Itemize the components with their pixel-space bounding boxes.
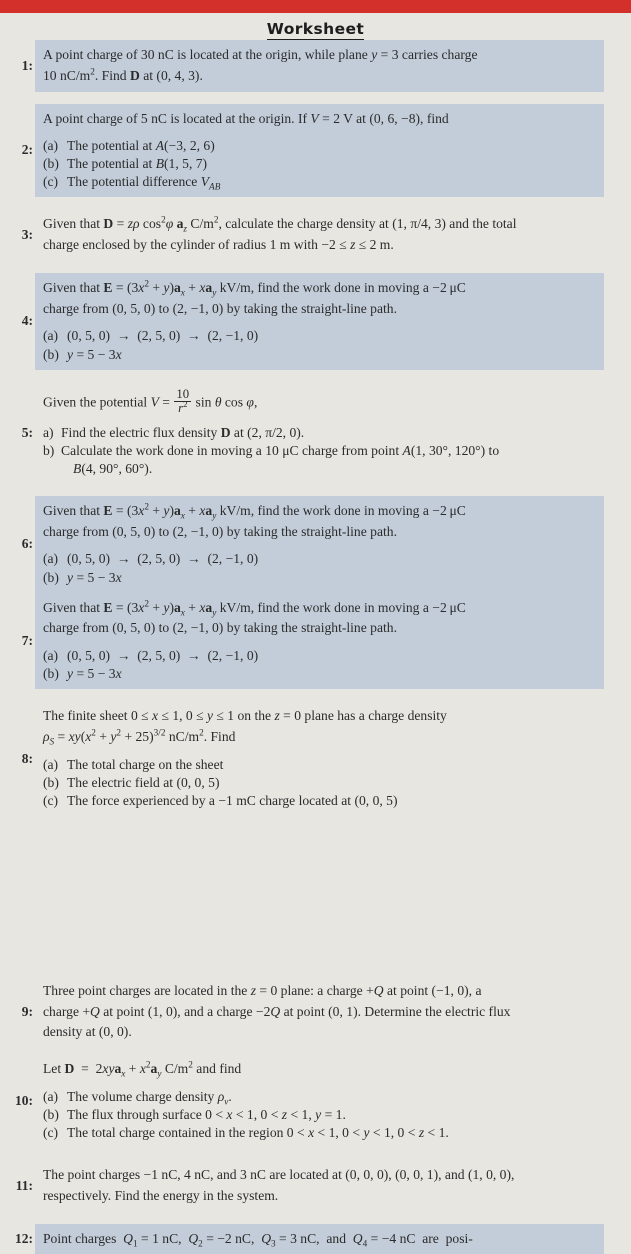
part-text: Calculate the work done in moving a 10 μC charge from point A(1, 30°, 120°) to B(4, 90°, 60°). (61, 442, 500, 476)
question-stem-line: Point charges $Q_1 = 1$ nC, $Q_2 = -2$ nC, $Q_3 = 3$ nC, and $Q_4 = -4$ nC are posi- (43, 1230, 473, 1249)
question-number-3: 3: (21, 227, 33, 243)
part-label: (a) (43, 756, 59, 772)
question-part (43, 137, 596, 155)
question-stem-line: charge from (0, 5, 0) to (2, −1, 0) by taking the straight-line path. (43, 523, 397, 539)
part-label: (b) (43, 774, 59, 790)
fraction (174, 388, 191, 415)
part-label: (b) (43, 346, 59, 362)
part-label: (c) (43, 792, 59, 808)
part-text: The potential at B(1, 5, 7) (67, 156, 208, 172)
question-part (43, 1124, 596, 1142)
question-row-12 (0, 1224, 631, 1254)
part-text: The potential at A(−3, 2, 6) (67, 138, 215, 154)
question-body-9 (35, 976, 604, 1048)
question-number-7: 7: (21, 632, 33, 648)
question-part (43, 665, 596, 683)
question-number-1: 1: (21, 57, 33, 73)
question-stem-line: charge +Q at point (1, 0), and a charge −2Q at point (0, 1). Determine the electric flux (43, 1003, 511, 1019)
part-text: The force experienced by a −1 mC charge located at (0, 0, 5) (67, 792, 398, 808)
part-text: y = 5 − 3x (67, 569, 122, 585)
question-body-6 (35, 496, 604, 593)
question-row-3 (0, 209, 631, 261)
part-label: (c) (43, 1125, 59, 1141)
question-part (43, 424, 596, 442)
question-part (43, 756, 596, 774)
question-row-11 (0, 1160, 631, 1212)
question-part (43, 346, 596, 364)
part-label: (b) (43, 1107, 59, 1123)
question-stem-line: The point charges −1 nC, 4 nC, and 3 nC are located at (0, 0, 0), (0, 0, 1), and (1, 0, 0), (43, 1167, 515, 1183)
question-number-12: 12: (15, 1231, 33, 1247)
part-label: (b) (43, 156, 59, 172)
part-text: (0, 5, 0) → (2, 5, 0) → (2, −1, 0) (67, 328, 259, 344)
question-part (43, 550, 596, 568)
question-stem-line: Given the potential V = $\frac{10}{r^2}$ sin θ cos φ, (43, 386, 258, 415)
question-part (43, 774, 596, 792)
question-body-7 (35, 593, 604, 690)
question-body-4 (35, 273, 604, 370)
question-row-9 (0, 976, 631, 1048)
top-accent-bar (0, 0, 631, 13)
part-label: (a) (43, 138, 59, 154)
question-stem-line: charge from (0, 5, 0) to (2, −1, 0) by taking the straight-line path. (43, 300, 397, 316)
question-body-5 (35, 382, 604, 484)
question-stem-line: Given that $E = (3x^2 + y)a_x + xa_y$ kV/m, find the work done in moving a −2 μC (43, 598, 466, 618)
question-part (43, 1106, 596, 1124)
question-number-11: 11: (15, 1177, 33, 1193)
question-body-2 (35, 104, 604, 198)
question-stem-line: The finite sheet 0 ≤ x ≤ 1, 0 ≤ y ≤ 1 on the z = 0 plane has a charge density (43, 708, 447, 724)
part-text: The potential difference $V_{AB}$ (67, 174, 221, 193)
blank-area (0, 816, 631, 976)
question-stem-line: density at (0, 0). (43, 1024, 132, 1040)
part-text: y = 5 − 3x (67, 346, 122, 362)
part-label: (a) (43, 551, 59, 567)
question-stem-line: 10 $nC/m^2$. Find D at (0, 4, 3). (43, 66, 203, 83)
part-text: The volume charge density $\rho_v$. (67, 1088, 232, 1107)
question-number-2: 2: (21, 142, 33, 158)
question-row-6 (0, 496, 631, 593)
question-row-10 (0, 1054, 631, 1148)
page-title (0, 13, 631, 40)
question-number-9: 9: (21, 1004, 33, 1020)
question-stem-line: Given that $E = (3x^2 + y)a_x + xa_y$ kV/m, find the work done in moving a −2 μC (43, 278, 466, 298)
part-label: (b) (43, 569, 59, 585)
question-part (43, 173, 596, 191)
question-stem-line: $\rho_S = xy(x^2 + y^2 + 25)^{3/2}$ $nC/m^2$. Find (43, 727, 236, 747)
part-label: (b) (43, 666, 59, 682)
part-text: The total charge on the sheet (67, 756, 224, 772)
question-stem-line: Given that $E = (3x^2 + y)a_x + xa_y$ kV/m, find the work done in moving a −2 μC (43, 501, 466, 521)
part-text: y = 5 − 3x (67, 666, 122, 682)
question-number-10: 10: (15, 1093, 33, 1109)
question-body-11 (35, 1160, 604, 1212)
part-label: a) (43, 424, 54, 440)
question-number-4: 4: (21, 313, 33, 329)
question-number-5: 5: (21, 424, 33, 440)
part-text: (0, 5, 0) → (2, 5, 0) → (2, −1, 0) (67, 551, 259, 567)
question-stem-line: respectively. Find the energy in the system. (43, 1187, 279, 1203)
question-stem-line: A point charge of 5 nC is located at the origin. If V = 2 V at (0, 6, −8), find (43, 110, 449, 126)
question-body-12 (35, 1224, 604, 1254)
part-text: The flux through surface 0 < x < 1, 0 < z < 1, y = 1. (67, 1107, 346, 1123)
question-body-8 (35, 701, 604, 816)
question-row-2 (0, 104, 631, 198)
part-text: The electric field at (0, 0, 5) (67, 774, 220, 790)
question-body-10 (35, 1054, 604, 1148)
question-body-1 (35, 40, 604, 92)
question-row-8 (0, 701, 631, 816)
part-text: (0, 5, 0) → (2, 5, 0) → (2, −1, 0) (67, 648, 259, 664)
question-row-7 (0, 593, 631, 690)
page-title-text: Worksheet (266, 20, 365, 38)
question-stem-line: Let $D = 2xya_x + x^2a_y$ $C/m^2$ and find (43, 1059, 242, 1079)
fraction-denominator: $r^2$ (178, 398, 188, 415)
worksheet-page (0, 13, 631, 1249)
question-row-4 (0, 273, 631, 370)
part-label: (a) (43, 648, 59, 664)
part-label: (c) (43, 174, 59, 190)
question-part (43, 647, 596, 665)
question-part (43, 1088, 596, 1106)
part-label: (a) (43, 1088, 59, 1104)
fraction-numerator: 10 (176, 386, 190, 401)
part-text: Find the electric flux density D at (2, π/2, 0). (61, 424, 305, 440)
question-part (43, 792, 596, 810)
part-text: The total charge contained in the region 0 < x < 1, 0 < y < 1, 0 < z < 1. (67, 1125, 449, 1141)
question-part (43, 155, 596, 173)
question-part (43, 327, 596, 345)
question-stem-line: Three point charges are located in the z = 0 plane: a charge +Q at point (−1, 0), a (43, 982, 482, 998)
part-label: b) (43, 442, 55, 458)
question-stem-line: A point charge of 30 nC is located at the origin, while plane y = 3 carries charge (43, 47, 478, 62)
question-number-8: 8: (21, 750, 33, 766)
question-row-1 (0, 40, 631, 92)
question-part (43, 442, 596, 478)
question-number-6: 6: (21, 536, 33, 552)
question-stem-line: charge from (0, 5, 0) to (2, −1, 0) by taking the straight-line path. (43, 620, 397, 636)
part-label: (a) (43, 328, 59, 344)
question-stem-line: charge enclosed by the cylinder of radius 1 m with −2 ≤ z ≤ 2 m. (43, 237, 394, 253)
question-body-3 (35, 209, 604, 261)
question-stem-line: Given that D = zρ $\cos^2\varphi$ $a_z$ $C/m^2$, calculate the charge density at (1, π/4, 3) and the total (43, 214, 517, 235)
question-part (43, 569, 596, 587)
question-row-5 (0, 382, 631, 484)
